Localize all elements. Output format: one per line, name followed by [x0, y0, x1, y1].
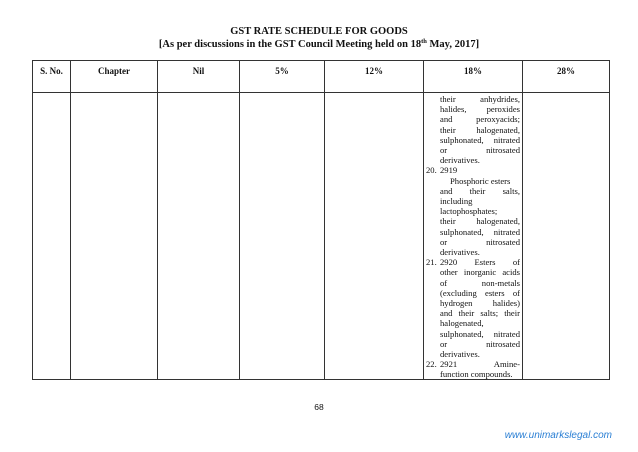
entry-text	[440, 94, 520, 165]
entry-line: lactophosphates;	[440, 206, 498, 217]
header-nil: Nil	[158, 61, 240, 93]
table-header-row	[33, 61, 610, 93]
entry-line: including	[440, 196, 473, 207]
table-row	[33, 93, 610, 380]
gst-rate-table	[32, 60, 610, 380]
entry-line: derivatives.	[440, 349, 480, 360]
entry-item	[424, 165, 523, 257]
entry-text	[440, 359, 520, 379]
entry-line: other inorganic acids	[440, 267, 520, 278]
entry-line: halogenated,	[440, 318, 484, 329]
entry-line: halides, peroxides	[440, 104, 520, 115]
entry-line: their halogenated,	[440, 216, 520, 227]
entry-line: and their salts; their	[440, 308, 520, 319]
subtitle-superscript: th	[421, 38, 427, 45]
page-number: 68	[314, 402, 324, 412]
entry-line: sulphonated, nitrated	[440, 328, 520, 339]
entry-text	[440, 257, 520, 359]
entry-line: and their salts,	[440, 185, 520, 196]
entry-line: derivatives.	[440, 155, 480, 166]
cell-rate-28	[523, 93, 610, 380]
entry-line: their anhydrides,	[440, 94, 520, 104]
entry-line: or nitrosated	[440, 236, 520, 247]
entry-text	[440, 165, 520, 257]
cell-rate-5	[240, 93, 325, 380]
header-sno: S. No.	[33, 61, 71, 93]
entry-line: derivatives.	[440, 247, 480, 258]
entry-item	[424, 257, 523, 359]
subtitle-text: [As per discussions in the GST Council Meeting held on 18	[158, 39, 422, 50]
cell-nil	[158, 93, 240, 380]
cell-sno	[33, 93, 71, 380]
entry-item	[424, 359, 523, 379]
header-rate-12: 12%	[325, 61, 424, 93]
entry-line: function compounds.	[440, 369, 513, 380]
entry-line: or nitrosated	[440, 338, 520, 349]
document-title: GST RATE SCHEDULE FOR GOODS	[230, 26, 408, 37]
entry-line: (excluding esters of	[440, 287, 520, 298]
entry-line: 2919	[440, 165, 458, 176]
cell-chapter	[71, 93, 158, 380]
cell-rate-18	[424, 93, 523, 380]
entry-line: 2920 Esters of	[440, 257, 520, 268]
entry-number: 20.	[426, 165, 437, 176]
entry-line: 2921 Amine-	[440, 359, 520, 370]
entry-line: Phosphoric esters	[450, 175, 511, 186]
cell-rate-12	[325, 93, 424, 380]
entry-number	[424, 94, 440, 165]
header-rate-28: 28%	[523, 61, 610, 93]
entry-line: sulphonated, nitrated	[440, 134, 520, 145]
entry-line: or nitrosated	[440, 145, 520, 156]
entry-line: of non-metals	[440, 277, 520, 288]
entry-item	[424, 94, 523, 165]
header-rate-5: 5%	[240, 61, 325, 93]
header-chapter: Chapter	[71, 61, 158, 93]
entry-line: and peroxyacids;	[440, 114, 520, 125]
entry-line: hydrogen halides)	[440, 298, 520, 309]
entry-number: 22.	[426, 359, 437, 370]
header-rate-18: 18%	[424, 61, 523, 93]
subtitle-text-end: May, 2017]	[426, 39, 480, 50]
rate-18-entries	[424, 94, 523, 380]
entry-number: 21.	[426, 257, 437, 268]
entry-line: sulphonated, nitrated	[440, 226, 520, 237]
entry-line: their halogenated,	[440, 124, 520, 135]
document-subtitle	[0, 39, 638, 51]
website-watermark[interactable]: www.unimarkslegal.com	[504, 430, 612, 441]
